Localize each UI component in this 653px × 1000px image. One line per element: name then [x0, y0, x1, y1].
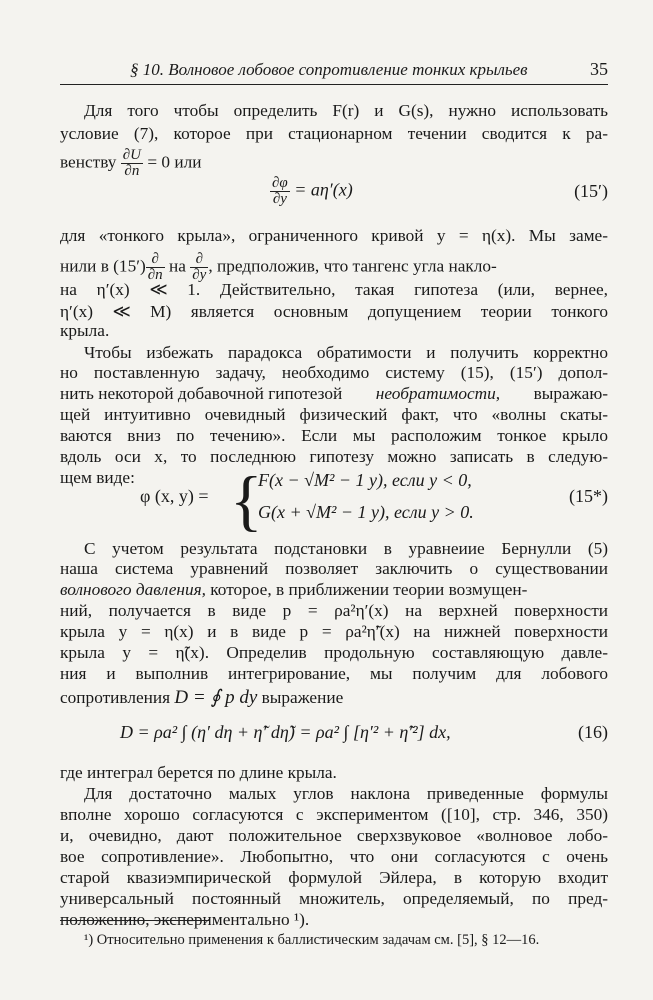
para2-line2-tail: , предположив, что тангенс угла накло-	[208, 256, 497, 276]
para4-line4: ний, получается в виде p = ρa²η′(x) на верхней поверхности	[60, 601, 608, 620]
para4-line3	[60, 580, 608, 600]
equation-number-15-star: (15*)	[569, 486, 608, 506]
para1-line3	[60, 148, 608, 179]
equation-15-prime	[270, 176, 353, 207]
footnote: ¹) Относительно применения к баллистическим задачам см. [5], § 12—16.	[84, 932, 540, 948]
para4-line8-tail: выражение	[261, 688, 344, 707]
para3-line1: Чтобы избежать парадокса обратимости и получить корректно	[84, 343, 608, 362]
para3-line3-text: нить некоторой добавочной гипотезой	[60, 384, 343, 403]
para1-line3-tail: = 0 или	[147, 152, 202, 172]
para1-line3-text: венству	[60, 152, 117, 172]
para2-line3: на η′(x) ≪ 1. Действительно, такая гипотеза (или, вернее,	[60, 280, 608, 299]
footnote-divider	[60, 920, 210, 921]
para6-line7: положению, экспериментально ¹).	[60, 910, 310, 929]
equation-16: D = ρa² ∫ (η′ dη + η̃′ dη̃) = ρa² ∫ [η′² + η̃′²] dx,	[120, 722, 451, 742]
para4-line2: наша система уравнений позволяет заключить о существовании	[60, 559, 608, 578]
fraction-denominator: ∂n	[124, 163, 140, 179]
para3-line3-tail: выражаю-	[533, 384, 608, 403]
para6-line5: старой квазиэмпирической формулой Эйлера, в которую входит	[60, 868, 608, 887]
para3-line2: но поставленную задачу, необходимо систему (15), (15′) допол-	[60, 363, 608, 382]
para6-line1: Для достаточно малых углов наклона приведенные формулы	[84, 784, 608, 803]
para4-line8	[60, 688, 608, 708]
emphasis-irreversibility: необратимости,	[375, 384, 501, 403]
para2-line2-mid: на	[169, 256, 186, 276]
para3-line6: вдоль оси x, то последнюю гипотезу можно записать в следую-	[60, 447, 608, 466]
para2-line2	[60, 252, 608, 283]
fraction-denominator: ∂y	[192, 267, 207, 283]
fraction-dU-dn	[121, 148, 143, 179]
fraction-dphi-dy	[270, 176, 290, 207]
para4-line7: ния и выполнив интегрирование, мы получим для лобового	[60, 664, 608, 683]
page-number: 35	[590, 59, 608, 79]
para4-line1: С учетом результата подстановки в уравнеиие Бернулли (5)	[84, 539, 608, 558]
para6-line2: вполне хорошо согласуются с экспериментом ([10], стр. 346, 350)	[60, 805, 608, 824]
fraction-denominator: ∂n	[147, 267, 163, 283]
para3-line3	[60, 384, 608, 404]
para4-line8-text: сопротивления	[60, 688, 171, 707]
fraction-numerator: ∂	[190, 252, 208, 268]
para2-line2-text: нили в (15′)	[60, 256, 146, 276]
equation-15-star-lhs: φ (x, y) =	[140, 486, 209, 506]
para6-line3: и, очевидно, дают положительное сверхзвуковое «волновое лобо-	[60, 826, 608, 845]
fraction-d-dy	[190, 252, 208, 283]
equation-number-16: (16)	[578, 722, 608, 742]
header-title: § 10. Волновое лобовое сопротивление тонких крыльев	[130, 60, 528, 79]
para4-line5: крыла y = η(x) и в виде p = ρa²η̃′(x) на нижней поверхности	[60, 622, 608, 641]
para5-line1: где интеграл берется по длине крыла.	[60, 763, 337, 782]
fraction-numerator: ∂φ	[272, 175, 288, 191]
equation-15-star-case1: F(x − √M² − 1 y), если y < 0,	[258, 470, 472, 490]
left-brace: {	[230, 462, 263, 538]
para3-line5: ваются вниз по течению». Если мы расположим тонкое крыло	[60, 426, 608, 445]
para1-line1: Для того чтобы определить F(r) и G(s), нужно использовать	[84, 101, 608, 120]
para4-line6: крыла y = η̃(x). Определив продольную составляющую давле-	[60, 643, 608, 662]
fraction-numerator: ∂U	[122, 147, 141, 163]
para2-line4: η′(x) ≪ M) является основным допущением теории тонкого	[60, 302, 608, 321]
fraction-numerator: ∂	[146, 252, 165, 268]
para2-line5: крыла.	[60, 321, 110, 340]
equation-rhs: = aη′(x)	[294, 179, 353, 200]
equation-15-star-case2: G(x + √M² − 1 y), если y > 0.	[258, 502, 474, 522]
fraction-d-dn	[146, 252, 165, 283]
fraction-denominator: ∂y	[272, 191, 287, 207]
para1-line2: условие (7), которое при стационарном течении сводится к ра-	[60, 124, 608, 143]
equation-number-15-prime: (15′)	[574, 181, 608, 201]
para6-line4: вое сопротивление». Любопытно, что они согласуются с очень	[60, 847, 608, 866]
running-header	[60, 58, 608, 85]
drag-integral-formula: D = ∮ p dy	[174, 687, 258, 708]
emphasis-wave-pressure: волнового давления,	[60, 580, 206, 599]
para2-line1: для «тонкого крыла», ограниченного кривой y = η(x). Мы заме-	[60, 226, 608, 245]
para3-line7: щем виде:	[60, 468, 135, 487]
para3-line4: щей интуитивно очевидный физический факт, что «волны скаты-	[60, 405, 608, 424]
para4-line3-tail: которое, в приближении теории возмущен-	[210, 580, 528, 599]
para6-line6: универсальный постоянный множитель, определяемый, по пред-	[60, 889, 608, 908]
